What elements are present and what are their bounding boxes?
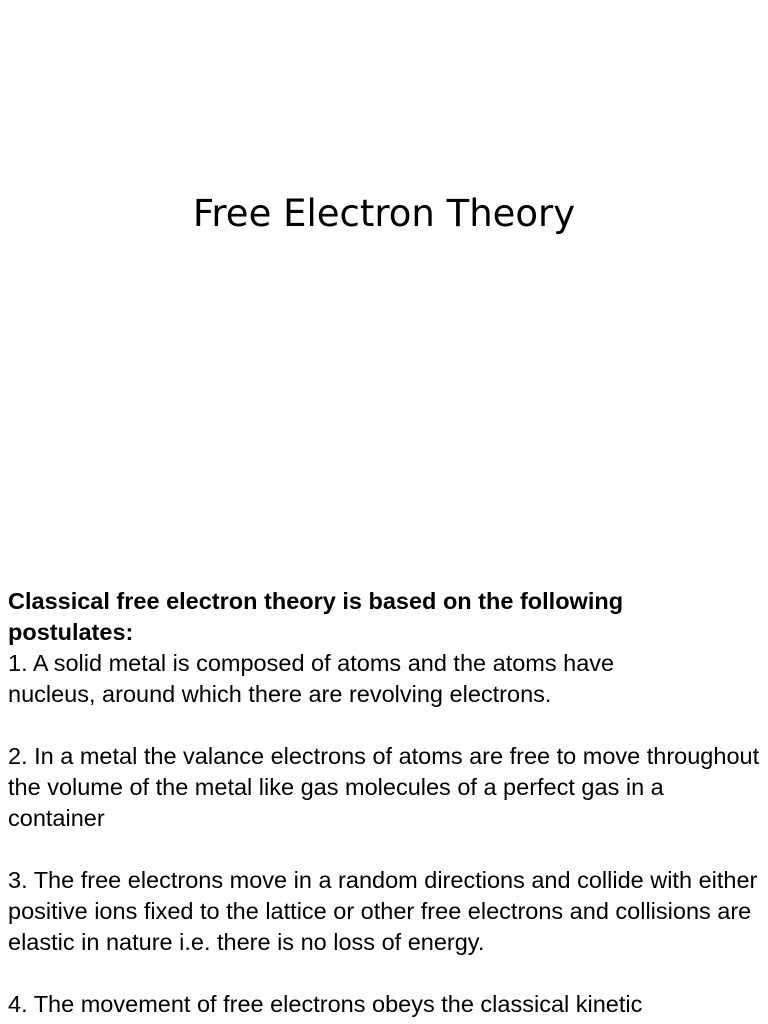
- postulate-4: 4. The movement of free electrons obeys the classical kinetic: [8, 991, 643, 1017]
- postulate-2: 2. In a metal the valance electrons of atoms are free to move throughout the volume of the metal like gas molecules of a perfect gas in a container: [8, 743, 760, 831]
- page-title: Free Electron Theory: [192, 192, 576, 235]
- postulate-1: 1. A solid metal is composed of atoms and the atoms have nucleus, around which there are revolving electrons.: [8, 650, 615, 707]
- intro-heading: Classical free electron theory is based on the following postulates:: [8, 588, 624, 645]
- postulate-3: 3. The free electrons move in a random directions and collide with either positive ions fixed to the lattice or other free electrons and collisions are elastic in nature i.e. there is no loss of energy.: [8, 867, 758, 955]
- postulates-section: [8, 586, 768, 1024]
